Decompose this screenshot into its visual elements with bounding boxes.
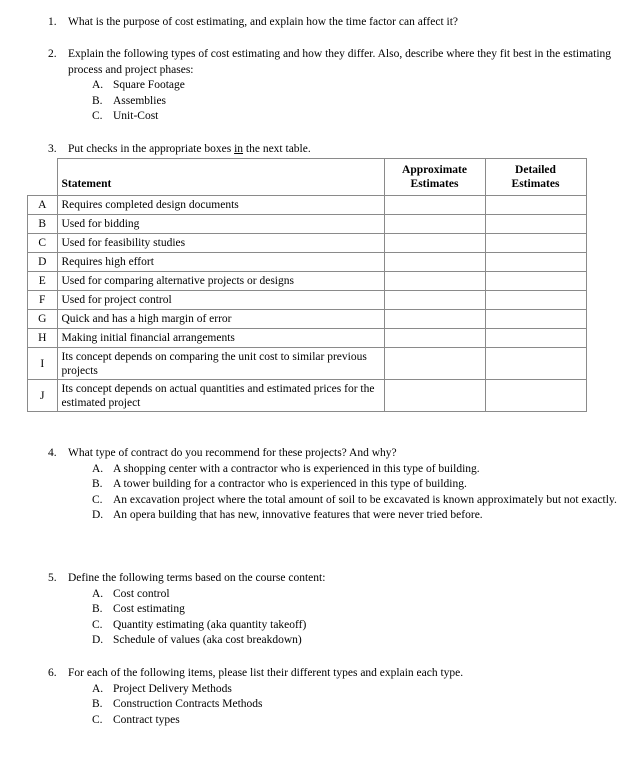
table-row: [28, 234, 587, 253]
question-text: What type of contract do you recommend for these projects? And why?: [68, 447, 397, 459]
approximate-checkbox-cell[interactable]: [384, 329, 485, 348]
table-row: [28, 215, 587, 234]
list-item: [92, 682, 618, 698]
question-3: [48, 142, 618, 158]
header-line: Estimates: [511, 178, 560, 190]
list-item: [92, 587, 618, 603]
question-text: For each of the following items, please list their different types and explain each type.: [68, 667, 464, 679]
approximate-checkbox-cell[interactable]: [384, 380, 485, 412]
list-item: [92, 697, 618, 713]
question-text-part: the next table.: [243, 143, 311, 155]
item-text: Cost control: [113, 587, 170, 600]
question-4: [48, 446, 618, 524]
question-2: [48, 47, 618, 125]
list-item: [92, 633, 618, 649]
question-text: Explain the following types of cost estimating and how they differ. Also, describe where they fit best in the estimating process and project phases:: [68, 48, 612, 76]
approximate-checkbox-cell[interactable]: [384, 215, 485, 234]
header-line: Detailed: [515, 164, 556, 176]
question-6: [48, 666, 618, 728]
list-item: [92, 602, 618, 618]
item-letter: D.: [92, 509, 104, 521]
approximate-checkbox-cell[interactable]: [384, 348, 485, 380]
question-number: 5.: [48, 572, 57, 584]
question-number: 6.: [48, 667, 57, 679]
table-row: [28, 272, 587, 291]
item-letter: A.: [92, 587, 104, 600]
approximate-checkbox-cell[interactable]: [384, 196, 485, 215]
row-label: I: [28, 348, 58, 380]
row-statement: Quick and has a high margin of error: [57, 310, 384, 329]
detailed-checkbox-cell[interactable]: [485, 380, 586, 412]
detailed-checkbox-cell[interactable]: [485, 310, 586, 329]
item-letter: B.: [92, 478, 103, 490]
item-text: Schedule of values (aka cost breakdown): [113, 634, 302, 646]
approximate-checkbox-cell[interactable]: [384, 272, 485, 291]
table-header-row: [28, 159, 587, 196]
row-statement: Its concept depends on actual quantities and estimated prices for the estimated project: [57, 380, 384, 412]
detailed-checkbox-cell[interactable]: [485, 196, 586, 215]
row-statement: Used for feasibility studies: [57, 234, 384, 253]
row-statement: Making initial financial arrangements: [57, 329, 384, 348]
detailed-checkbox-cell[interactable]: [485, 348, 586, 380]
table-row: [28, 253, 587, 272]
list-item: [92, 109, 618, 125]
question-text: [68, 142, 618, 158]
header-blank-cell: [28, 159, 58, 196]
approximate-checkbox-cell[interactable]: [384, 234, 485, 253]
detailed-checkbox-cell[interactable]: [485, 329, 586, 348]
table-row: [28, 196, 587, 215]
row-label: H: [28, 329, 58, 348]
detailed-checkbox-cell[interactable]: [485, 215, 586, 234]
underlined-word: in: [234, 143, 244, 155]
row-label: A: [28, 196, 58, 215]
table-row: [28, 310, 587, 329]
item-text: An excavation project where the total amount of soil to be excavated is known approximately but not exactly.: [113, 493, 617, 506]
list-item: [92, 508, 618, 524]
item-text: Construction Contracts Methods: [113, 698, 263, 710]
item-letter: B.: [92, 698, 103, 710]
question-number: 3.: [48, 143, 57, 155]
item-letter: B.: [92, 603, 103, 615]
list-item: [92, 94, 618, 110]
item-letter: C.: [92, 493, 103, 506]
item-text: Contract types: [113, 713, 180, 726]
item-text: Quantity estimating (aka quantity takeoff): [113, 618, 307, 631]
row-statement: Requires completed design documents: [57, 196, 384, 215]
list-item: [92, 462, 618, 478]
item-letter: B.: [92, 94, 103, 107]
item-text: Unit-Cost: [113, 110, 159, 122]
question-number: 2.: [48, 48, 57, 60]
question-text: What is the purpose of cost estimating, and explain how the time factor can affect it?: [68, 16, 459, 28]
item-text: A shopping center with a contractor who is experienced in this type of building.: [113, 462, 480, 475]
item-text: Cost estimating: [113, 603, 185, 615]
question-5: [48, 571, 618, 649]
question-number: 1.: [48, 16, 57, 28]
header-approximate-estimates: [384, 159, 485, 196]
row-label: J: [28, 380, 58, 412]
approximate-checkbox-cell[interactable]: [384, 310, 485, 329]
row-label: D: [28, 253, 58, 272]
row-label: E: [28, 272, 58, 291]
row-statement: Used for project control: [57, 291, 384, 310]
detailed-checkbox-cell[interactable]: [485, 272, 586, 291]
question-number: 4.: [48, 447, 57, 459]
list-item: [92, 713, 618, 729]
item-text: Project Delivery Methods: [113, 682, 232, 695]
row-label: B: [28, 215, 58, 234]
item-letter: A.: [92, 79, 104, 91]
table-row: [28, 329, 587, 348]
list-item: [92, 493, 618, 509]
question-text-part: Put checks in the appropriate boxes: [68, 143, 235, 155]
approximate-checkbox-cell[interactable]: [384, 253, 485, 272]
table-row: [28, 348, 587, 380]
row-statement: Requires high effort: [57, 253, 384, 272]
header-line: Approximate: [402, 164, 467, 176]
question-1: [48, 15, 618, 31]
item-text: Square Footage: [113, 79, 185, 91]
item-letter: A.: [92, 462, 104, 475]
table-row: [28, 291, 587, 310]
item-letter: A.: [92, 682, 104, 695]
list-item: [92, 618, 618, 634]
row-label: F: [28, 291, 58, 310]
detailed-checkbox-cell[interactable]: [485, 253, 586, 272]
table-row: [28, 380, 587, 412]
header-detailed-estimates: [485, 159, 586, 196]
estimates-table: [27, 158, 587, 412]
row-label: C: [28, 234, 58, 253]
detailed-checkbox-cell[interactable]: [485, 291, 586, 310]
header-statement: Statement: [57, 159, 384, 196]
item-text: A tower building for a contractor who is experienced in this type of building.: [113, 478, 467, 490]
list-item: [92, 477, 618, 493]
list-item: [92, 78, 618, 94]
item-letter: C.: [92, 110, 103, 122]
detailed-checkbox-cell[interactable]: [485, 234, 586, 253]
header-line: Estimates: [410, 178, 459, 190]
item-text: Assemblies: [113, 94, 167, 107]
item-letter: C.: [92, 713, 103, 726]
question-text: Define the following terms based on the course content:: [68, 572, 326, 584]
approximate-checkbox-cell[interactable]: [384, 291, 485, 310]
row-label: G: [28, 310, 58, 329]
item-letter: D.: [92, 634, 104, 646]
row-statement: Used for bidding: [57, 215, 384, 234]
item-text: An opera building that has new, innovative features that were never tried before.: [113, 509, 483, 521]
item-letter: C.: [92, 618, 103, 631]
row-statement: Its concept depends on comparing the unit cost to similar previous projects: [57, 348, 384, 380]
row-statement: Used for comparing alternative projects or designs: [57, 272, 384, 291]
